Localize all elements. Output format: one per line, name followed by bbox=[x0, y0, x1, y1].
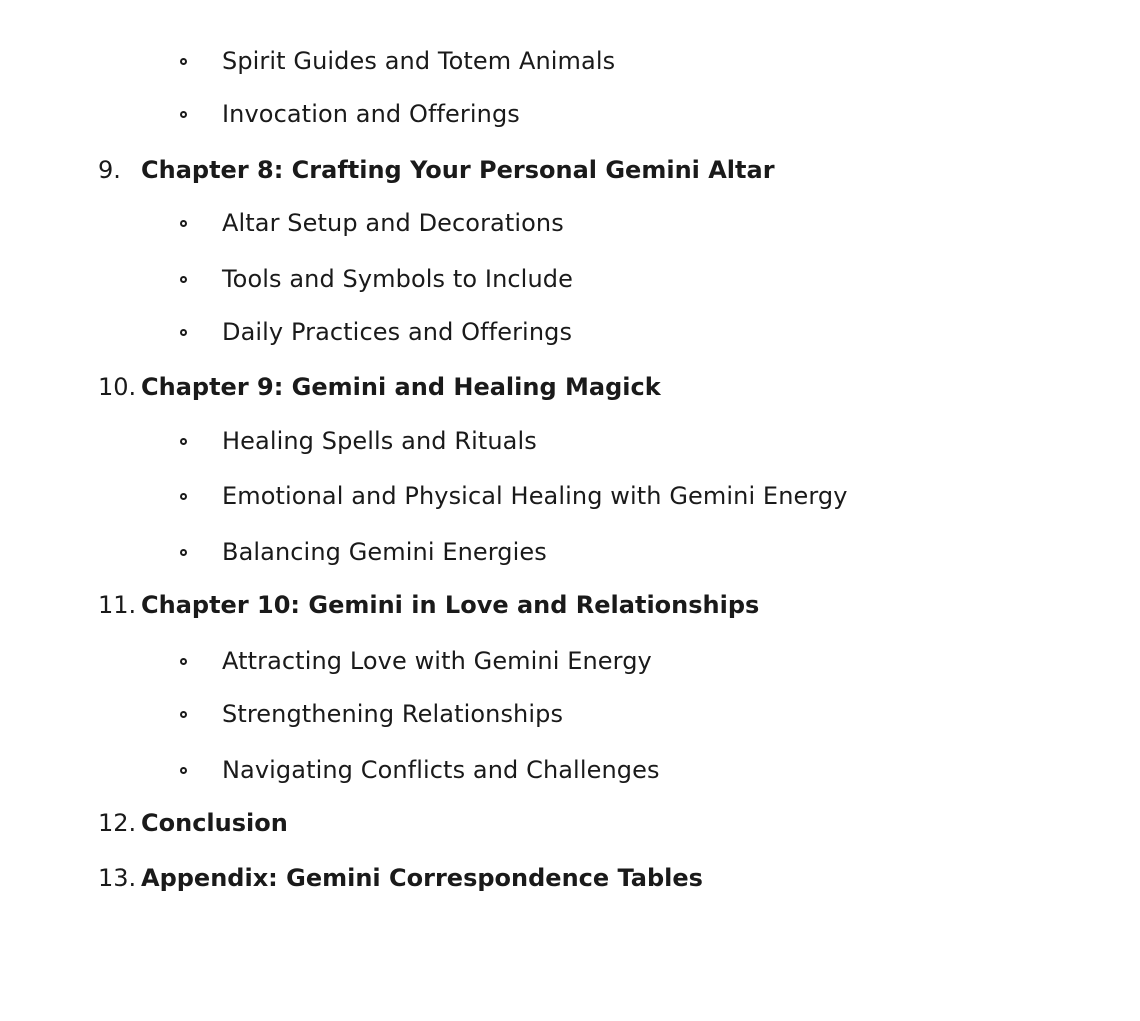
list-item-text: Navigating Conflicts and Challenges bbox=[222, 756, 660, 784]
list-item-text: Spirit Guides and Totem Animals bbox=[222, 47, 616, 75]
hollow-bullet-icon bbox=[180, 767, 187, 774]
hollow-bullet-icon bbox=[180, 438, 187, 445]
chapter-title: Chapter 9: Gemini and Healing Magick bbox=[141, 373, 661, 401]
list-item-text: Healing Spells and Rituals bbox=[222, 427, 537, 455]
hollow-bullet-icon bbox=[180, 711, 187, 718]
chapter-number: 9. bbox=[98, 156, 121, 184]
list-item-text: Attracting Love with Gemini Energy bbox=[222, 647, 652, 675]
hollow-bullet-icon bbox=[180, 58, 187, 65]
hollow-bullet-icon bbox=[180, 493, 187, 500]
list-item-text: Balancing Gemini Energies bbox=[222, 538, 547, 566]
chapter-number: 13. bbox=[98, 864, 137, 892]
hollow-bullet-icon bbox=[180, 658, 187, 665]
list-item-text: Emotional and Physical Healing with Gemini Energy bbox=[222, 482, 848, 510]
list-item-text: Invocation and Offerings bbox=[222, 100, 520, 128]
list-item-text: Tools and Symbols to Include bbox=[222, 265, 573, 293]
hollow-bullet-icon bbox=[180, 111, 187, 118]
chapter-title: Chapter 10: Gemini in Love and Relationships bbox=[141, 591, 760, 619]
chapter-title: Chapter 8: Crafting Your Personal Gemini Altar bbox=[141, 156, 775, 184]
hollow-bullet-icon bbox=[180, 329, 187, 336]
hollow-bullet-icon bbox=[180, 220, 187, 227]
hollow-bullet-icon bbox=[180, 276, 187, 283]
list-item-text: Daily Practices and Offerings bbox=[222, 318, 573, 346]
list-item-text: Strengthening Relationships bbox=[222, 700, 564, 728]
chapter-number: 12. bbox=[98, 809, 137, 837]
list-item-text: Altar Setup and Decorations bbox=[222, 209, 564, 237]
chapter-title: Appendix: Gemini Correspondence Tables bbox=[141, 864, 703, 892]
chapter-title: Conclusion bbox=[141, 809, 288, 837]
hollow-bullet-icon bbox=[180, 549, 187, 556]
chapter-number: 11. bbox=[98, 591, 137, 619]
chapter-number: 10. bbox=[98, 373, 137, 401]
